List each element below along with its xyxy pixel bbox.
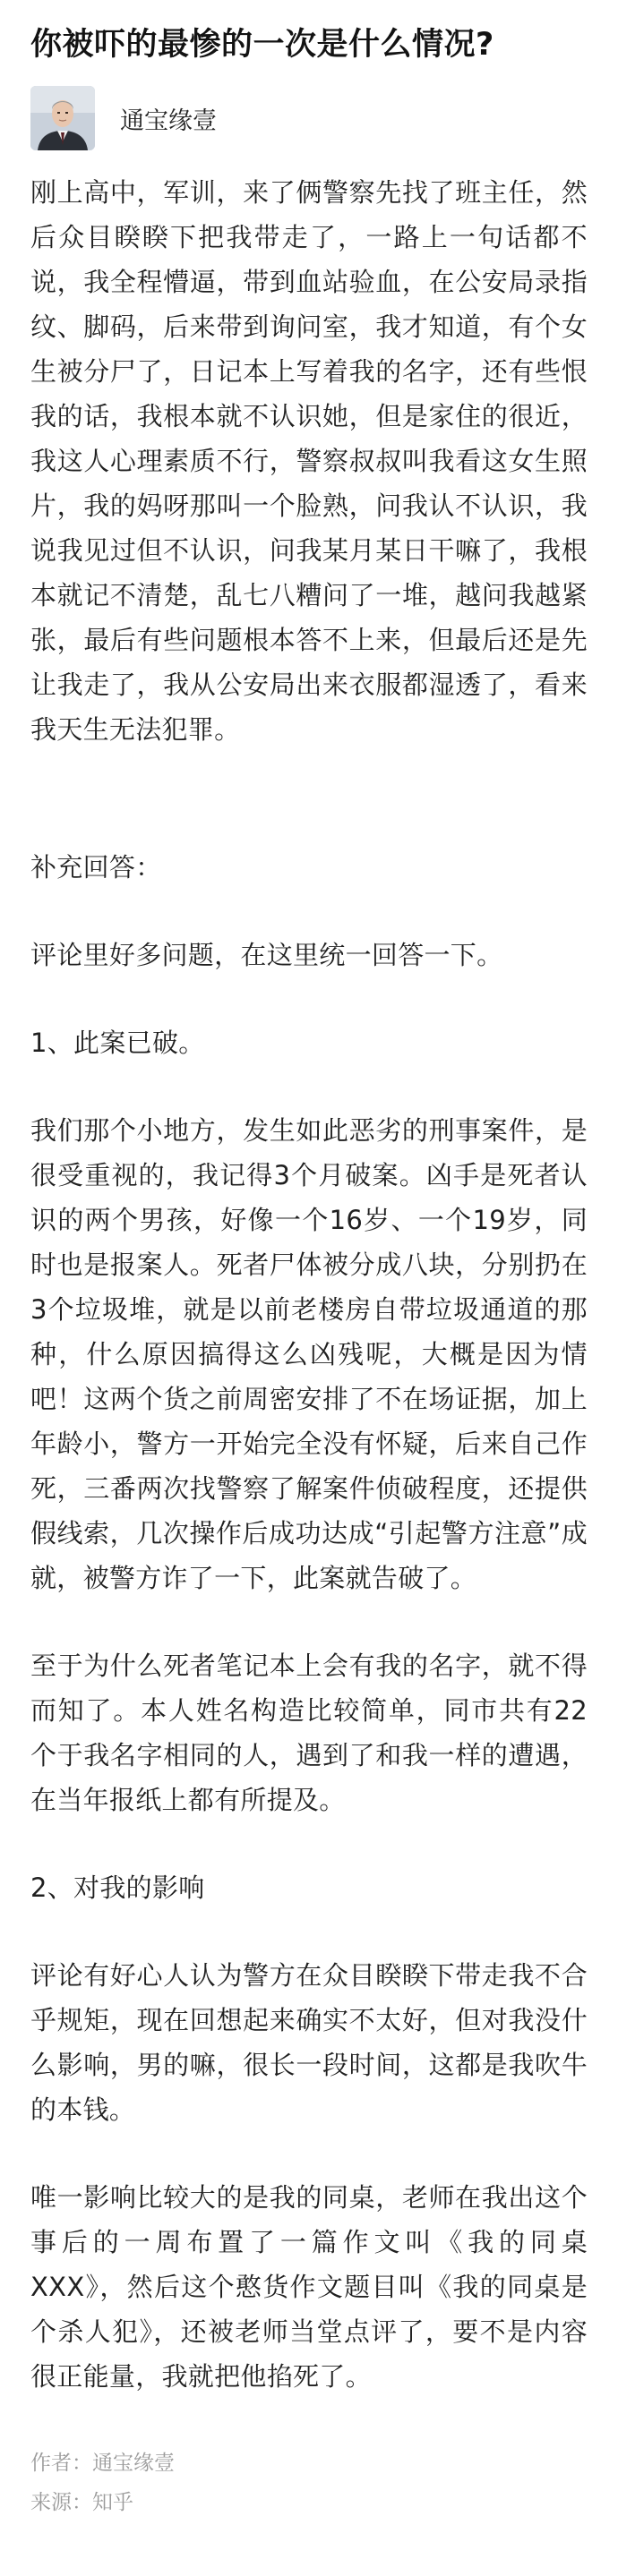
answer-paragraph: 至于为什么死者笔记本上会有我的名字，就不得而知了。本人姓名构造比较简单，同市共有22个于我名字相同的人，遇到了和我一样的遭遇，在当年报纸上都有所提及。 <box>30 1651 588 1815</box>
footer-source-line: 来源：知乎 <box>30 2491 133 2514</box>
paragraph-spacer <box>30 890 588 933</box>
answer-paragraph: 评论里好多问题，在这里统一回答一下。 <box>30 940 503 970</box>
question-title: 你被吓的最惨的一次是什么情况? <box>30 27 494 63</box>
paragraph-spacer <box>30 1065 588 1108</box>
section-heading-case-solved: 1、此案已破。 <box>30 1028 205 1058</box>
answer-paragraph: 唯一影响比较大的是我的同桌，老师在我出这个事后的一周布置了一篇作文叫《我的同桌XXX》，然后这个憨货作文题目叫《我的同桌是个杀人犯》，还被老师当堂点评了，要不是内容很正能量，我就把他掐死了。 <box>30 2182 588 2392</box>
attribution-footer <box>30 2444 588 2522</box>
answer-body <box>30 170 588 2399</box>
answer-paragraph: 刚上高中，军训，来了俩警察先找了班主任，然后众目睽睽下把我带走了，一路上一句话都不说，我全程懵逼，带到血站验血，在公安局录指纹、脚码，后来带到询问室，我才知道，有个女生被分尸了，日记本上写着我的名字，还有些恨我的话，我根本就不认识她，但是家住的很近，我这人心理素质不行，警察叔叔叫我看这女生照片，我的妈呀那叫一个脸熟，问我认不认识，我说我见过但不认识，问我某月某日干嘛了，我根本就记不清楚，乱七八糟问了一堆，越问我越紧张，最后有些问题根本答不上来，但最后还是先让我走了，我从公安局出来衣服都湿透了，看来我天生无法犯罪。 <box>30 177 588 745</box>
avatar-portrait-graphic <box>30 86 95 150</box>
section-heading-impact: 2、对我的影响 <box>30 1872 205 1903</box>
paragraph-spacer <box>30 752 588 845</box>
paragraph-spacer <box>30 977 588 1020</box>
paragraph-spacer <box>30 2132 588 2175</box>
answer-paragraph: 我们那个小地方，发生如此恶劣的刑事案件，是很受重视的，我记得3个月破案。凶手是死者认识的两个男孩，好像一个16岁、一个19岁，同时也是报案人。死者尸体被分成八块，分别扔在3个垃圾堆，就是以前老楼房自带垃圾通道的那种，什么原因搞得这么凶残呢，大概是因为情吧！这两个货之前周密安排了不在场证据，加上年龄小，警方一开始完全没有怀疑，后来自己作死，三番两次找警察了解案件侦破程度，还提供假线索，几次操作后成功达成“引起警方注意”成就，被警方诈了一下，此案就告破了。 <box>30 1115 588 1593</box>
author-name[interactable]: 通宝缘壹 <box>120 107 217 135</box>
author-row[interactable] <box>30 86 588 150</box>
supplement-heading: 补充回答： <box>30 852 162 883</box>
answer-paragraph: 评论有好心人认为警方在众目睽睽下带走我不合乎规矩，现在回想起来确实不太好，但对我没什么影响，男的嘛，很长一段时间，这都是我吹牛的本钱。 <box>30 1960 588 2125</box>
portrait-avatar-icon[interactable] <box>30 86 95 150</box>
paragraph-spacer <box>30 1910 588 1953</box>
footer-author-line: 作者：通宝缘壹 <box>30 2452 175 2475</box>
paragraph-spacer <box>30 1822 588 1865</box>
paragraph-spacer <box>30 1600 588 1643</box>
